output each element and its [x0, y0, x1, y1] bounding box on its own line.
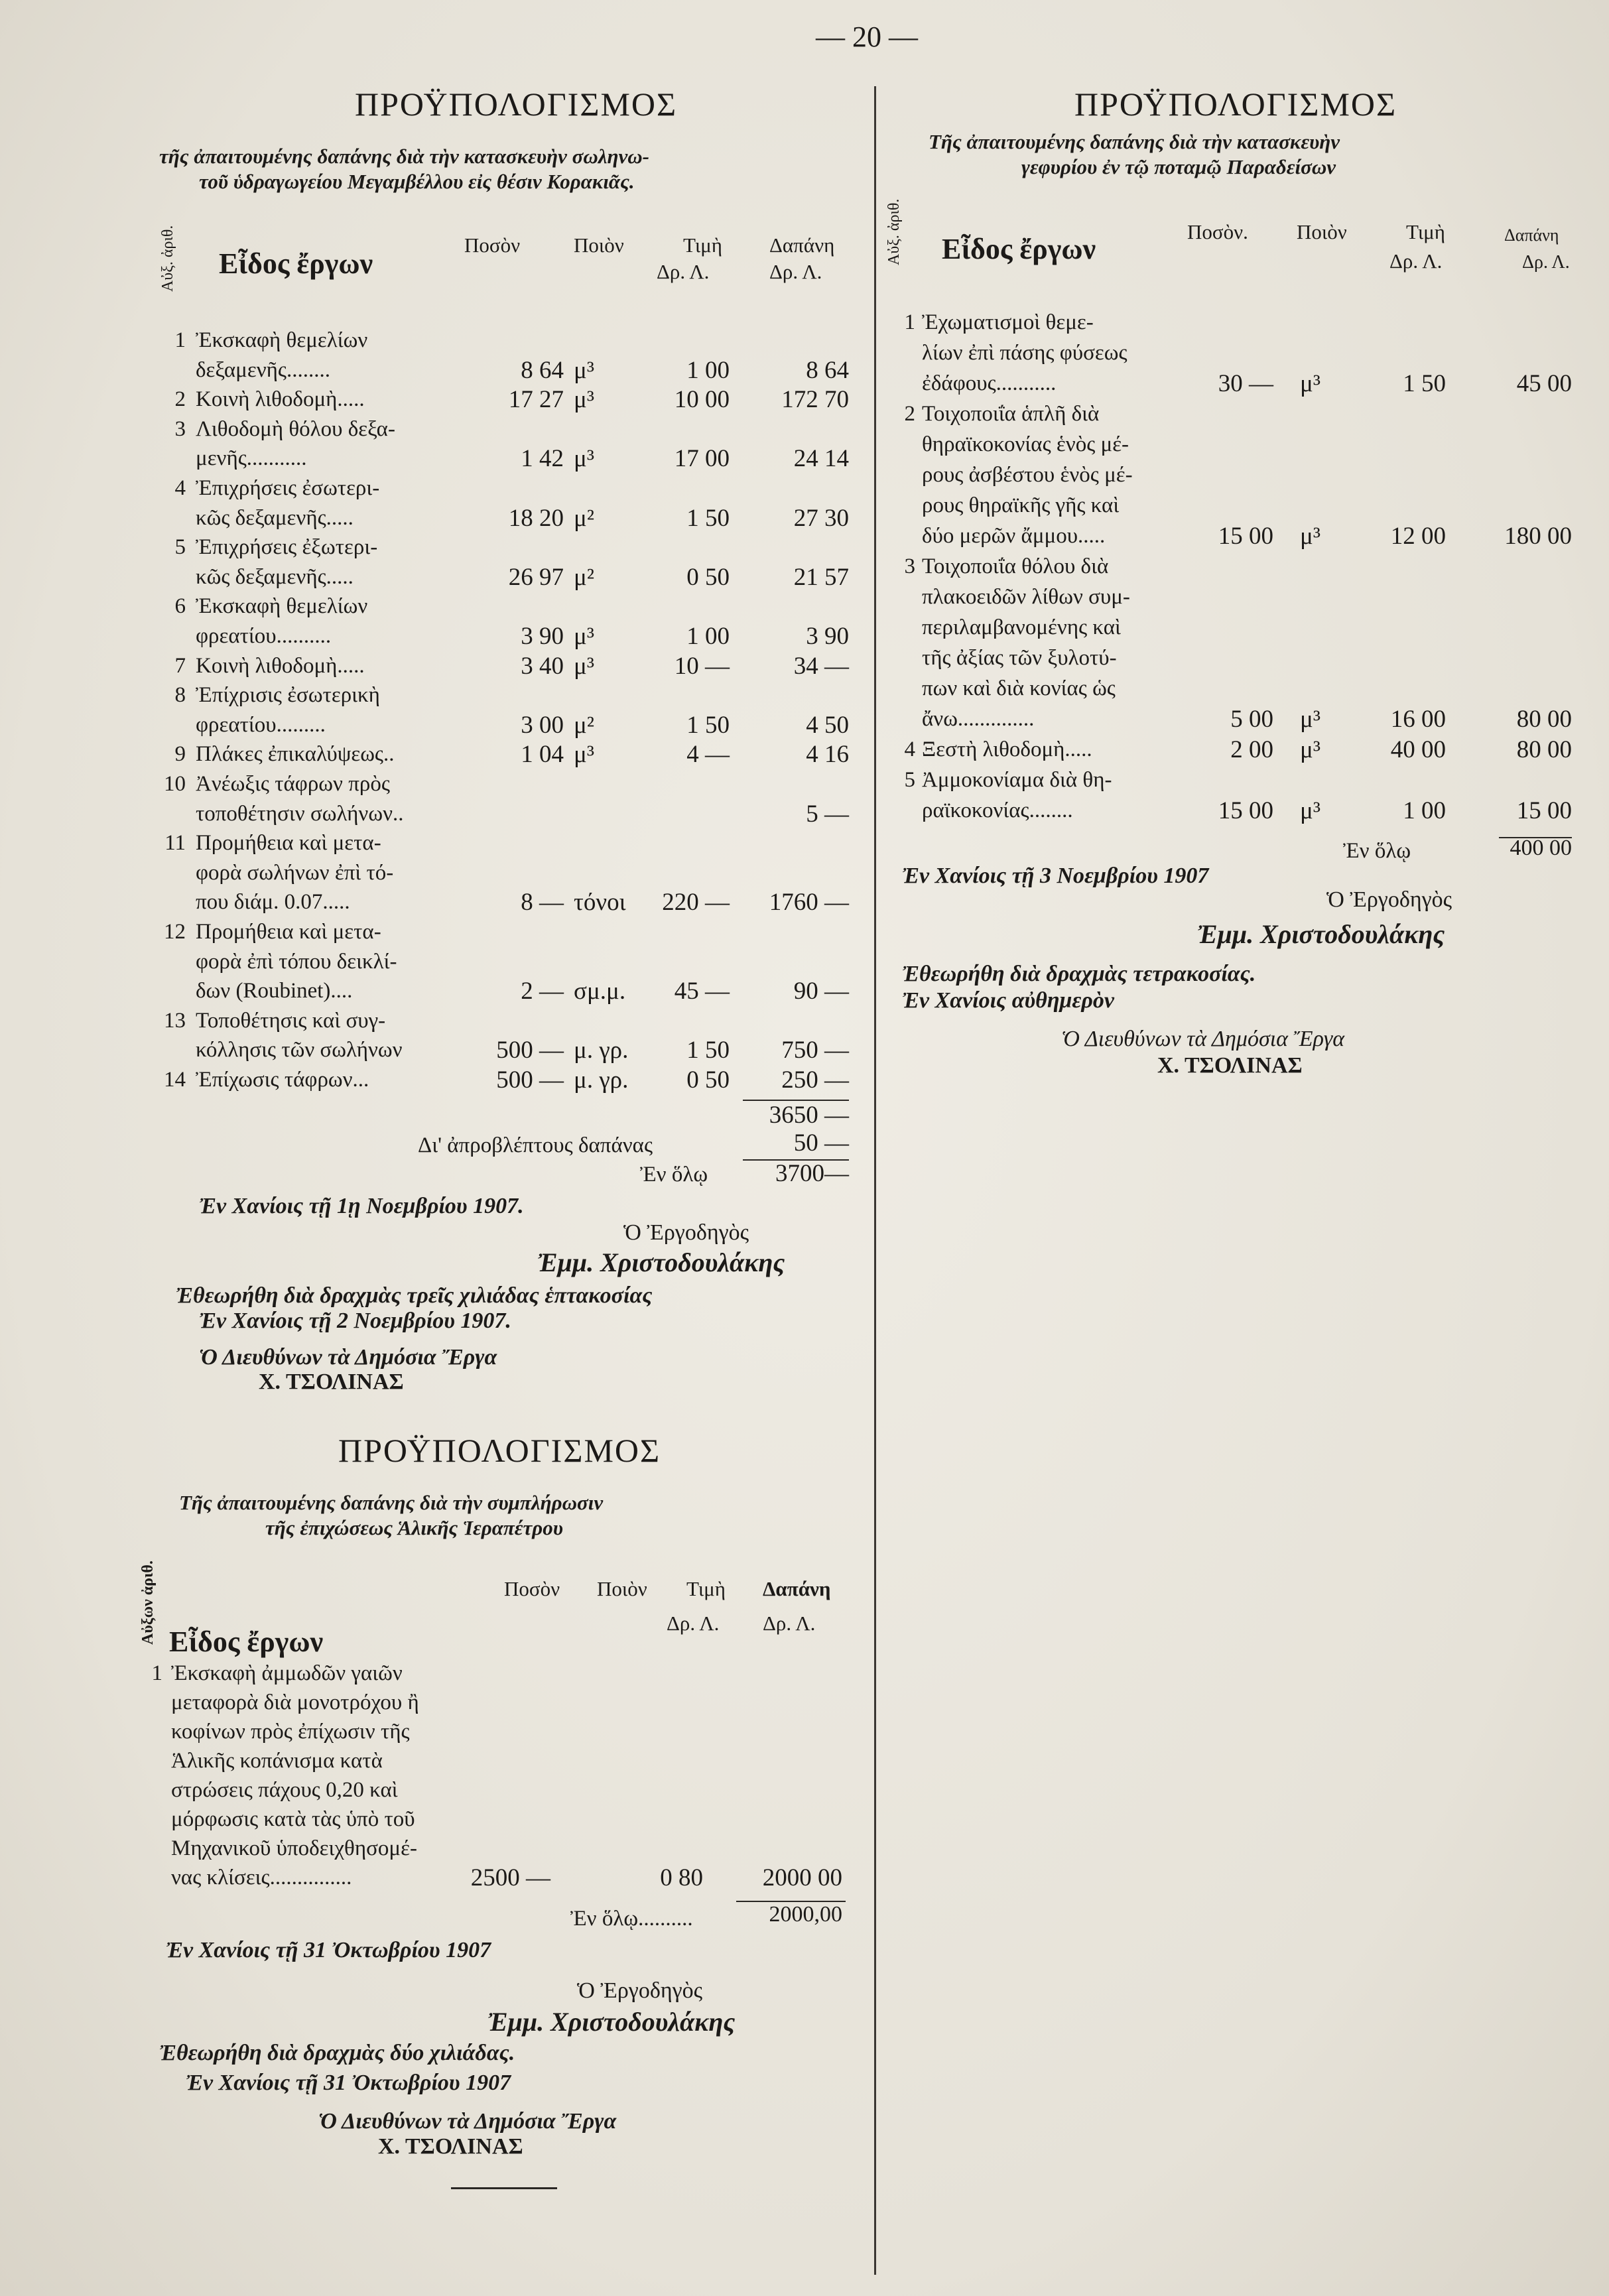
item-description: φορὰ σωλήνων ἐπὶ τό-	[196, 860, 394, 885]
item-unit: μ³	[574, 652, 594, 680]
cost-header: Δαπάνη	[763, 1577, 831, 1600]
item-number: 13	[164, 1008, 186, 1033]
item-cost: 45 00	[1516, 370, 1572, 397]
foreman-title: Ὁ Ἐργοδηγὸς	[623, 1220, 749, 1245]
item-description: Ἐκσκαφὴ θεμελίων	[196, 328, 368, 352]
item-unit-price: 1 00	[1403, 797, 1446, 824]
item-unit-price: 12 00	[1390, 523, 1446, 550]
item-unit-price: 17 00	[674, 445, 730, 473]
cost-unit-header: Δρ. Λ.	[763, 1612, 816, 1635]
item-unit: τόνοι	[574, 889, 626, 917]
item-number: 2	[174, 387, 186, 412]
quantity-header: Ποσὸν	[504, 1577, 560, 1600]
item-description: ἄνω..............	[922, 707, 1035, 731]
item-unit: μ²	[574, 504, 594, 532]
item-number: 2	[904, 402, 915, 426]
price-header: Τιμὴ	[683, 233, 723, 257]
block-subtitle-line1: Τῆς ἀπαιτουμένης δαπάνης διὰ τὴν συμπλήρωσιν	[179, 1491, 604, 1514]
item-quantity: 5 00	[1230, 706, 1273, 733]
item-unit-price: 1 50	[686, 1037, 730, 1064]
item-quantity: 8 —	[521, 889, 564, 917]
block-subtitle-line1: Τῆς ἀπαιτουμένης δαπάνης διὰ τὴν κατασκευὴν	[929, 130, 1340, 153]
item-number: 5	[904, 768, 915, 792]
director-name: Χ. ΤΣΟΛΙΝΑΣ	[378, 2134, 523, 2159]
item-quantity: 8 64	[521, 356, 564, 384]
item-description: στρώσεις πάχους 0,20 καὶ	[171, 1778, 398, 1802]
item-description: κοφίνων πρὸς ἐπίχωσιν τῆς	[171, 1720, 410, 1744]
item-unit: μ³	[1300, 706, 1320, 733]
price-header: Τιμὴ	[1406, 220, 1446, 243]
item-cost: 2000 00	[762, 1864, 842, 1891]
item-description: Προμήθεια καὶ μετα-	[196, 831, 381, 856]
item-cost: 5 —	[806, 800, 849, 828]
item-description: φρεατίου.........	[196, 712, 326, 737]
item-number: 3	[174, 416, 186, 441]
item-unit: μ²	[574, 711, 594, 739]
item-description: μενῆς...........	[196, 446, 307, 471]
item-description: Ἀνέωξις τάφρων πρὸς	[196, 772, 390, 796]
item-description: μόρφωσις κατὰ τὰς ὑπὸ τοῦ	[171, 1807, 415, 1831]
item-cost: 34 —	[793, 652, 849, 680]
item-cost: 750 —	[781, 1037, 849, 1064]
total-value: 2000,00	[769, 1902, 842, 1927]
item-cost: 8 64	[806, 356, 849, 384]
approval-note: Ἐθεωρήθη διὰ δραχμὰς τετρακοσίας.	[902, 962, 1256, 986]
item-quantity: 18 20	[508, 504, 564, 532]
price-header: Τιμὴ	[686, 1577, 726, 1600]
item-unit-price: 4 —	[686, 741, 730, 769]
director-title: Ὁ Διευθύνων τὰ Δημόσια Ἔργα	[318, 2109, 617, 2134]
item-quantity: 30 —	[1218, 370, 1273, 397]
works-type-header: Εἶδος ἔργων	[169, 1626, 324, 1658]
item-description: που διάμ. 0.07.....	[196, 890, 350, 915]
aux-number-header: Αὐξ. ἀριθ.	[159, 225, 176, 292]
item-description: Ἐπιχρήσεις ἐξωτερι-	[196, 535, 378, 560]
item-description: Ἐπιχρήσεις ἐσωτερι-	[196, 476, 380, 500]
item-unit-price: 45 —	[674, 978, 730, 1005]
block-title: ΠΡΟΫΠΟΛΟΓΙΣΜΟΣ	[338, 1432, 661, 1469]
item-cost: 180 00	[1504, 523, 1572, 550]
item-description: ρους θηραϊκῆς γῆς καὶ	[922, 493, 1120, 517]
price-unit-header: Δρ. Λ.	[657, 260, 710, 283]
contingency-label: Δι' ἀπροβλέπτους δαπάνας	[418, 1133, 653, 1157]
item-description: Τοιχοποιΐα θόλου διὰ	[922, 554, 1109, 578]
item-cost: 80 00	[1516, 706, 1572, 733]
item-cost: 3 90	[806, 623, 849, 650]
total-value: 400 00	[1510, 836, 1572, 860]
block-title: ΠΡΟΫΠΟΛΟΓΙΣΜΟΣ	[355, 86, 678, 123]
foreman-title: Ὁ Ἐργοδηγὸς	[1326, 887, 1452, 912]
item-description: Ἐκσκαφὴ ἀμμωδῶν γαιῶν	[171, 1661, 403, 1685]
foreman-name: Ἐμμ. Χριστοδουλάκης	[537, 1247, 785, 1277]
item-unit-price: 40 00	[1390, 736, 1446, 763]
item-unit-price: 0 50	[686, 1066, 730, 1094]
item-description: Τοποθέτησις καὶ συγ-	[196, 1008, 386, 1033]
item-unit-price: 1 50	[1403, 370, 1446, 397]
item-description: Κοινὴ λιθοδομὴ.....	[196, 387, 365, 412]
item-description: φορὰ ἐπὶ τόπου δεικλί-	[196, 949, 397, 974]
aux-number-header: Αὐξ. ἀριθ.	[885, 198, 903, 265]
item-number: 8	[174, 683, 186, 708]
date-place: Ἐν Χανίοις τῇ 1ῃ Νοεμβρίου 1907.	[199, 1194, 524, 1218]
item-cost: 27 30	[793, 504, 849, 532]
item-number: 7	[174, 653, 186, 678]
item-description: Ἐχωματισμοὶ θεμε-	[922, 310, 1094, 334]
cost-header: Δαπάνη	[769, 233, 835, 257]
item-cost: 1760 —	[769, 889, 849, 917]
item-cost: 15 00	[1516, 797, 1572, 824]
foreman-name: Ἐμμ. Χριστοδουλάκης	[1197, 919, 1445, 949]
item-description: Ἐπίχρισις ἐσωτερικὴ	[196, 683, 380, 708]
item-quantity: 500 —	[496, 1037, 564, 1064]
total-label: Ἐν ὅλῳ	[640, 1163, 708, 1186]
block-subtitle-line2: τῆς ἐπιχώσεως Ἁλικῆς Ἱεραπέτρου	[265, 1516, 563, 1539]
contingency-value: 50 —	[793, 1129, 849, 1157]
approval-date: Ἐν Χανίοις αὐθημερὸν	[902, 988, 1114, 1013]
item-unit-price: 0 50	[686, 563, 730, 591]
item-number: 11	[164, 831, 186, 856]
item-cost: 24 14	[793, 445, 849, 473]
item-description: Κοινὴ λιθοδομὴ.....	[196, 653, 365, 678]
item-description: τῆς ἀξίας τῶν ξυλοτύ-	[922, 646, 1117, 670]
item-unit: μ³	[1300, 523, 1320, 550]
item-quantity: 1 04	[521, 741, 564, 769]
item-description: ἐδάφους...........	[922, 371, 1057, 395]
item-number: 1	[904, 310, 915, 334]
kind-header: Ποιὸν	[574, 233, 624, 257]
item-unit-price: 1 50	[686, 504, 730, 532]
item-description: Λιθοδομὴ θόλου δεξα-	[196, 416, 395, 441]
director-name: Χ. ΤΣΟΛΙΝΑΣ	[259, 1370, 404, 1394]
item-unit: μ³	[574, 445, 594, 473]
cost-unit-header: Δρ. Λ.	[1522, 252, 1570, 273]
item-quantity: 15 00	[1218, 797, 1273, 824]
item-description: κόλλησις τῶν σωλήνων	[196, 1038, 403, 1062]
item-quantity: 15 00	[1218, 523, 1273, 550]
item-quantity: 3 90	[521, 623, 564, 650]
item-description: πων καὶ διὰ κονίας ὡς	[922, 676, 1116, 700]
item-number: 9	[174, 742, 186, 767]
item-unit-price: 16 00	[1390, 706, 1446, 733]
item-description: Ἀμμοκονίαμα διὰ θη-	[922, 768, 1112, 792]
approval-note: Ἐθεωρήθη διὰ δραχμὰς δύο χιλιάδας.	[159, 2041, 515, 2065]
item-number: 10	[164, 772, 186, 796]
item-unit: μ³	[1300, 370, 1320, 397]
item-unit-price: 1 50	[686, 711, 730, 739]
kind-header: Ποιὸν	[1297, 220, 1347, 243]
director-title: Ὁ Διευθύνων τὰ Δημόσια Ἔργα	[1061, 1027, 1345, 1051]
item-quantity: 500 —	[496, 1066, 564, 1094]
item-unit-price: 220 —	[662, 889, 730, 917]
price-unit-header: Δρ. Λ.	[667, 1612, 720, 1635]
item-unit: μ³	[574, 356, 594, 384]
item-description: Πλάκες ἐπικαλύψεως..	[196, 742, 395, 767]
total-label: Ἐν ὅλῳ	[1343, 839, 1411, 863]
item-unit: σμ.μ.	[574, 978, 626, 1005]
item-number: 12	[164, 920, 186, 944]
works-type-header: Εἶδος ἔργων	[942, 233, 1096, 265]
item-description: νας κλίσεις...............	[171, 1866, 352, 1889]
item-description: πλακοειδῶν λίθων συμ-	[922, 585, 1130, 609]
item-description: περιλαμβανομένης καὶ	[922, 615, 1121, 639]
item-description: μεταφορὰ διὰ μονοτρόχου ἢ	[171, 1690, 419, 1714]
item-quantity: 2 00	[1230, 736, 1273, 763]
total-value: 3700—	[775, 1160, 849, 1187]
item-description: δων (Roubinet)....	[196, 979, 353, 1003]
kind-header: Ποιὸν	[597, 1577, 647, 1600]
item-description: Μηχανικοῦ ὑποδειχθησομέ-	[171, 1836, 417, 1860]
item-description: Ἐπίχωσις τάφρων...	[196, 1068, 369, 1092]
item-quantity: 2 —	[521, 978, 564, 1005]
item-number: 6	[174, 594, 186, 619]
item-description: Ἁλικῆς κοπάνισμα κατὰ	[171, 1749, 383, 1773]
item-cost: 4 50	[806, 711, 849, 739]
foreman-name: Ἐμμ. Χριστοδουλάκης	[487, 2007, 736, 2037]
item-description: θηραϊκοκονίας ἑνὸς μέ-	[922, 432, 1129, 456]
item-quantity: 26 97	[508, 563, 564, 591]
cost-header: Δαπάνη	[1504, 225, 1559, 245]
item-quantity: 3 00	[521, 711, 564, 739]
date-place: Ἐν Χανίοις τῇ 3 Νοεμβρίου 1907	[902, 863, 1209, 888]
date-place: Ἐν Χανίοις τῇ 31 Ὀκτωβρίου 1907	[166, 1938, 491, 1962]
item-unit: μ. γρ.	[574, 1037, 629, 1064]
item-cost: 80 00	[1516, 736, 1572, 763]
item-description: κῶς δεξαμενῆς.....	[196, 505, 354, 530]
item-unit: μ³	[1300, 736, 1320, 763]
director-title: Ὁ Διευθύνων τὰ Δημόσια Ἔργα	[199, 1345, 497, 1370]
item-description: φρεατίου..........	[196, 624, 332, 648]
item-cost: 250 —	[781, 1066, 849, 1094]
approval-date: Ἐν Χανίοις τῇ 31 Ὀκτωβρίου 1907	[186, 2071, 511, 2095]
item-number: 4	[904, 737, 915, 761]
item-description: ραϊκοκονίας........	[922, 798, 1073, 822]
item-number: 14	[164, 1068, 186, 1092]
foreman-title: Ὁ Ἐργοδηγὸς	[577, 1978, 703, 2003]
block-subtitle-line2: τοῦ ὑδραγωγείου Μεγαμβέλλου εἰς θέσιν Κορακιᾶς.	[199, 170, 635, 193]
block-title: ΠΡΟΫΠΟΛΟΓΙΣΜΟΣ	[1074, 86, 1397, 123]
item-cost: 21 57	[793, 563, 849, 591]
end-rule	[451, 2187, 557, 2189]
item-description: Ξεστὴ λιθοδομὴ.....	[922, 737, 1092, 761]
item-number: 1	[174, 328, 186, 352]
item-quantity: 17 27	[508, 386, 564, 414]
item-unit: μ. γρ.	[574, 1066, 629, 1094]
item-number: 5	[174, 535, 186, 560]
column-divider	[874, 86, 876, 2275]
approval-date: Ἐν Χανίοις τῇ 2 Νοεμβρίου 1907.	[199, 1308, 511, 1333]
cost-unit-header: Δρ. Λ.	[769, 260, 822, 283]
item-unit-price: 10 —	[674, 652, 730, 680]
item-description: Ἐκσκαφὴ θεμελίων	[196, 594, 368, 619]
approval-note: Ἐθεωρήθη διὰ δραχμὰς τρεῖς χιλιάδας ἑπτακοσίας	[176, 1283, 653, 1308]
total-label: Ἐν ὅλῳ..........	[570, 1907, 693, 1931]
item-unit-price: 0 80	[660, 1864, 703, 1891]
item-unit: μ³	[1300, 797, 1320, 824]
item-quantity: 2500 —	[470, 1864, 550, 1891]
item-description: τοποθέτησιν σωλήνων..	[196, 801, 404, 826]
item-cost: 4 16	[806, 741, 849, 769]
quantity-header: Ποσὸν	[464, 233, 521, 257]
item-description: ρους ἀσβέστου ἑνὸς μέ-	[922, 463, 1133, 487]
item-description: Τοιχοποιΐα ἁπλῆ διὰ	[922, 402, 1100, 426]
aux-number-header: Αὐξων ἀριθ.	[139, 1561, 157, 1645]
quantity-header: Ποσὸν.	[1187, 220, 1248, 243]
item-unit-price: 10 00	[674, 386, 730, 414]
item-unit: μ³	[574, 386, 594, 414]
item-number: 1	[151, 1661, 162, 1685]
subtotal-value: 3650 —	[769, 1102, 849, 1129]
price-unit-header: Δρ. Λ.	[1389, 249, 1443, 273]
item-quantity: 1 42	[521, 445, 564, 473]
item-description: κῶς δεξαμενῆς.....	[196, 564, 354, 589]
page-number: — 20 —	[816, 21, 918, 53]
block-subtitle-line1: τῆς ἀπαιτουμένης δαπάνης διὰ τὴν κατασκευὴν σωληνω-	[159, 145, 650, 168]
item-quantity: 3 40	[521, 652, 564, 680]
item-description: λίων ἐπὶ πάσης φύσεως	[922, 341, 1127, 365]
item-unit: μ³	[574, 741, 594, 769]
item-number: 4	[174, 476, 186, 500]
item-unit: μ²	[574, 563, 594, 591]
director-name: Χ. ΤΣΟΛΙΝΑΣ	[1157, 1053, 1303, 1078]
works-type-header: Εἶδος ἔργων	[219, 247, 373, 280]
item-unit-price: 1 00	[686, 356, 730, 384]
item-description: Προμήθεια καὶ μετα-	[196, 920, 381, 944]
item-unit-price: 1 00	[686, 623, 730, 650]
item-cost: 90 —	[793, 978, 849, 1005]
item-description: δύο μερῶν ἄμμου.....	[922, 524, 1106, 548]
item-description: δεξαμενῆς........	[196, 357, 330, 382]
item-cost: 172 70	[781, 386, 849, 414]
item-number: 3	[904, 554, 915, 578]
block-subtitle-line2: γεφυρίου ἐν τῷ ποταμῷ Παραδείσων	[1021, 155, 1336, 178]
item-unit: μ³	[574, 623, 594, 650]
